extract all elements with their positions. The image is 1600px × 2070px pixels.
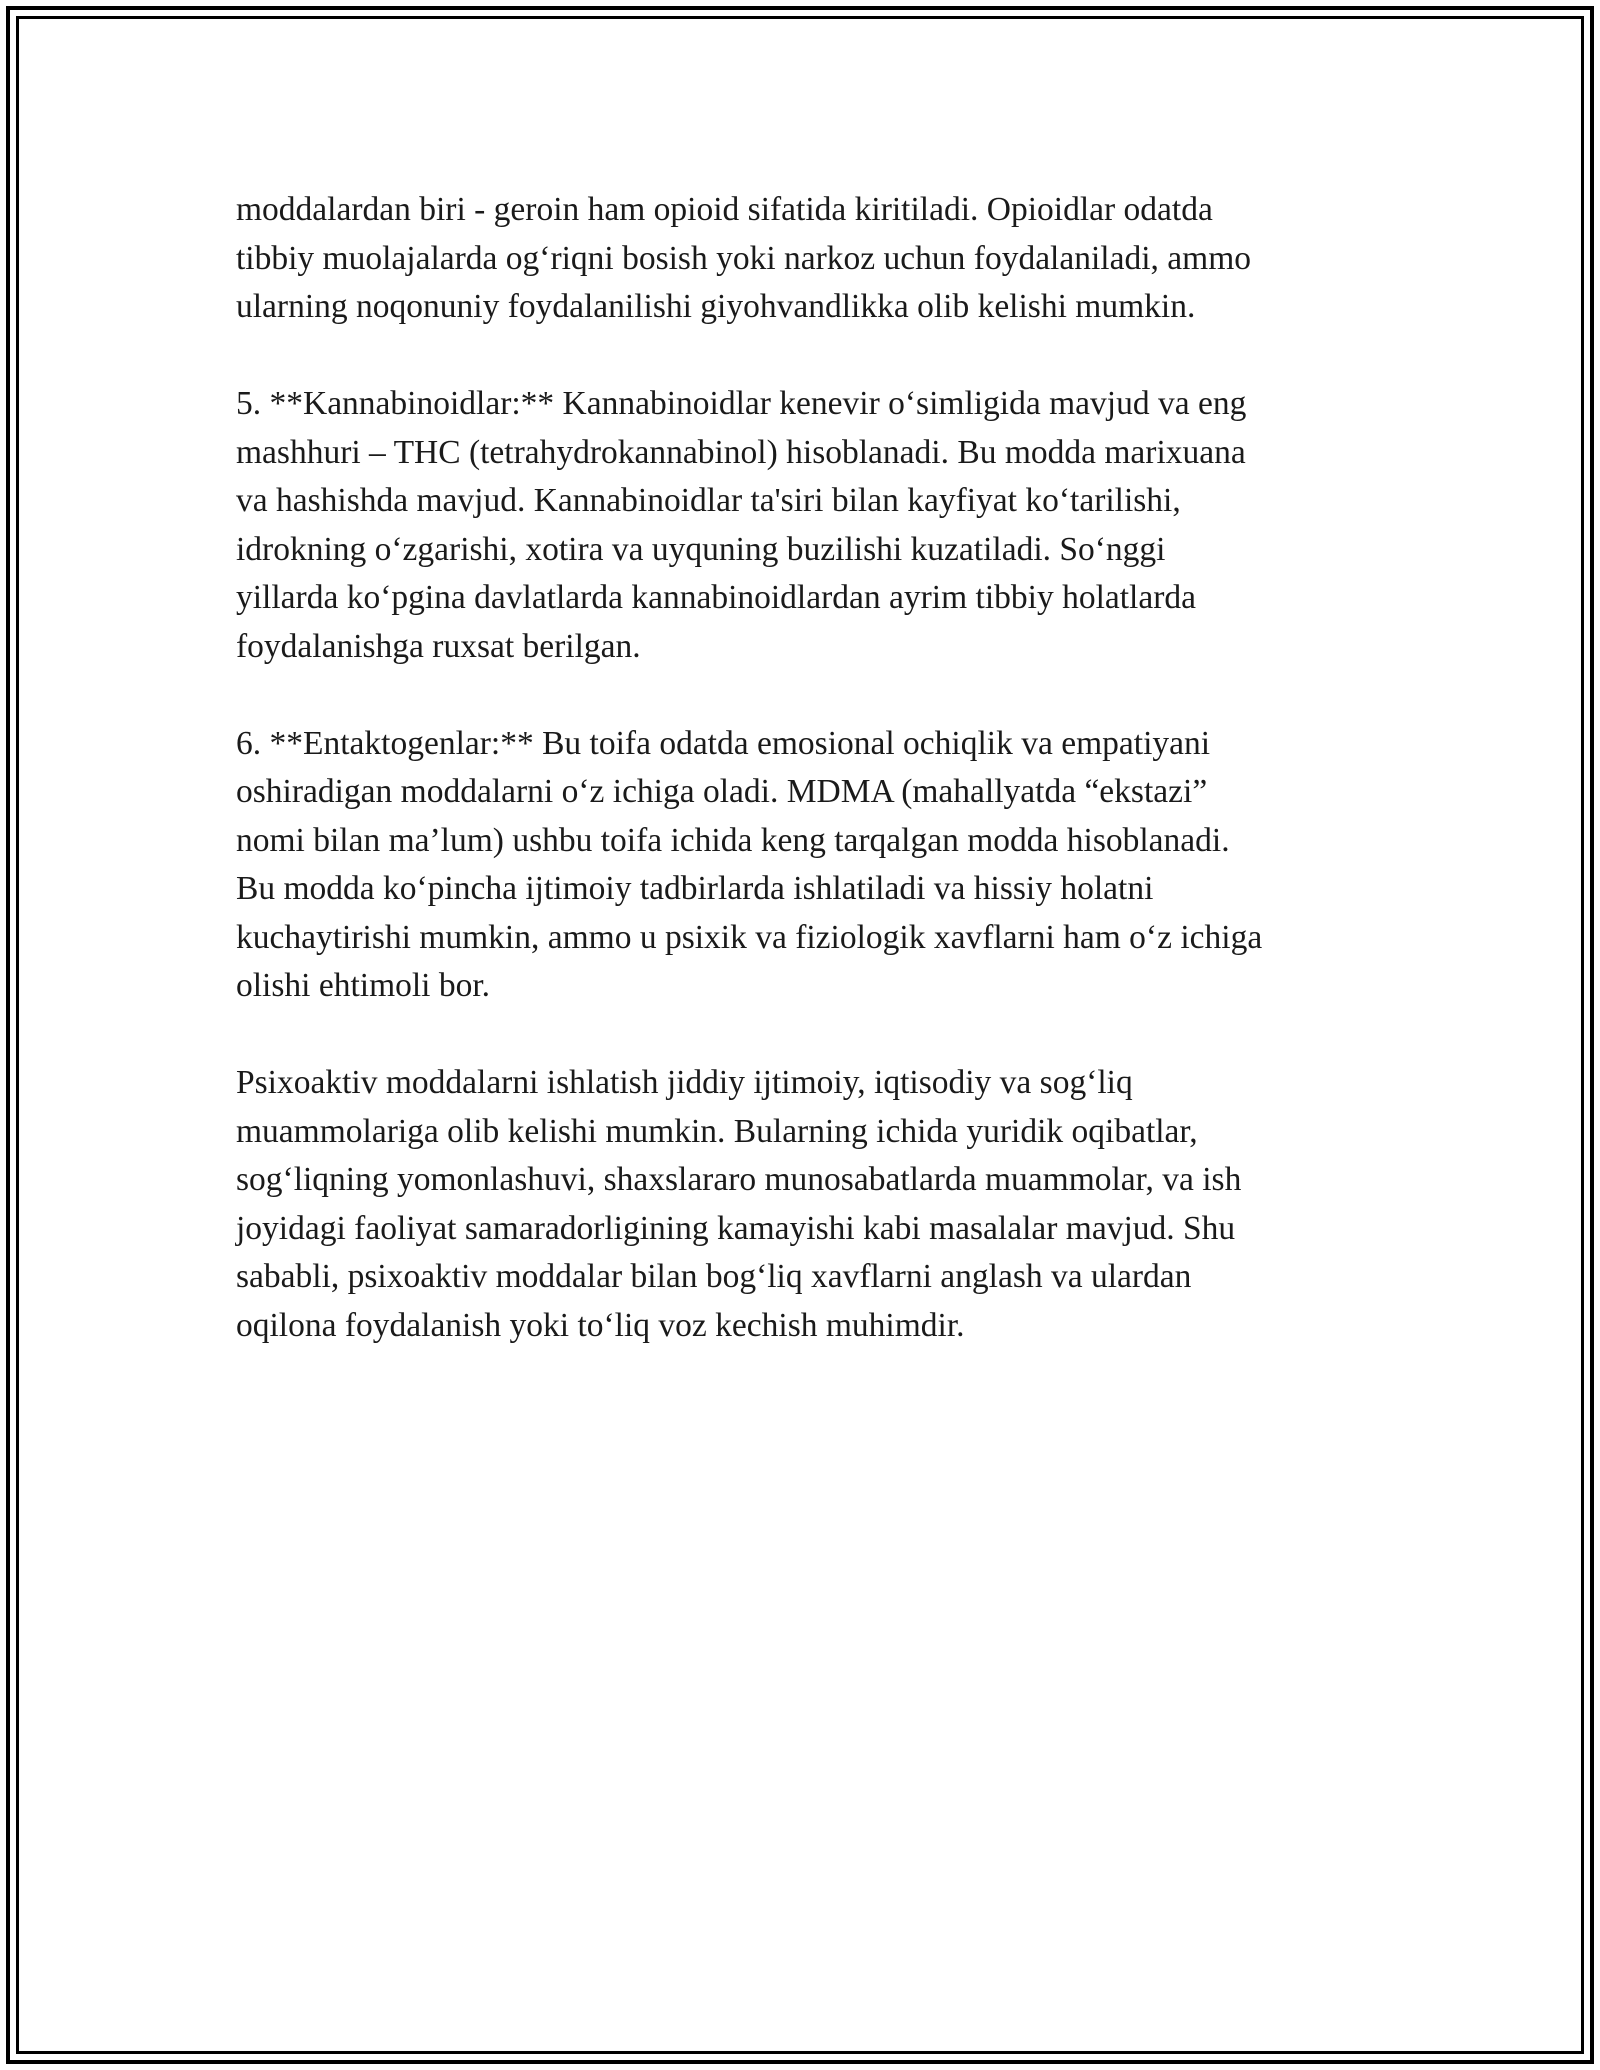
- paragraph-entactogens: 6. **Entaktogenlar:** Bu toifa odatda emosional ochiqlik va empatiyani oshiradigan moddalarni o‘z ichiga oladi. MDMA (mahallyatda “ekstazi” nomi bilan ma’lum) ushbu toifa ichida keng tarqalgan modda hisoblanadi. Bu modda ko‘pincha ijtimoiy tadbirlarda ishlatiladi va hissiy holatni kuchaytirishi mumkin, ammo u psixik va fiziologik xavflarni ham o‘z ichiga olishi ehtimoli bor.: [236, 724, 1263, 1004]
- paragraph-cannabinoids: 5. **Kannabinoidlar:** Kannabinoidlar kenevir o‘simligida mavjud va eng mashhuri – THC (tetrahydrokannabinol) hisoblanadi. Bu modda marixuana va hashishda mavjud. Kannabinoidlar ta'siri bilan kayfiyat ko‘tarilishi, idrokning o‘zgarishi, xotira va uyquning buzilishi kuzatiladi. So‘nggi yillarda ko‘pgina davlatlarda kannabinoidlardan ayrim tibbiy holatlarda foydalanishga ruxsat berilgan.: [236, 385, 1247, 665]
- document-body: [236, 186, 1386, 1399]
- paragraph-conclusion: Psixoaktiv moddalarni ishlatish jiddiy ijtimoiy, iqtisodiy va sog‘liq muammolariga olib kelishi mumkin. Bularning ichida yuridik oqibatlar, sog‘liqning yomonlashuvi, shaxslararo munosabatlarda muammolar, va ish joyidagi faoliyat samaradorligining kamayishi kabi masalalar mavjud. Shu sababli, psixoaktiv moddalar bilan bog‘liq xavflarni anglash va ulardan oqilona foydalanish yoki to‘liq voz kechish muhimdir.: [236, 1064, 1242, 1344]
- paragraph-opioids-continued: moddalardan biri - geroin ham opioid sifatida kiritiladi. Opioidlar odatda tibbiy muolajalarda og‘riqni bosish yoki narkoz uchun foydalaniladi, ammo ularning noqonuniy foydalanilishi giyohvandlikka olib kelishi mumkin.: [236, 191, 1252, 325]
